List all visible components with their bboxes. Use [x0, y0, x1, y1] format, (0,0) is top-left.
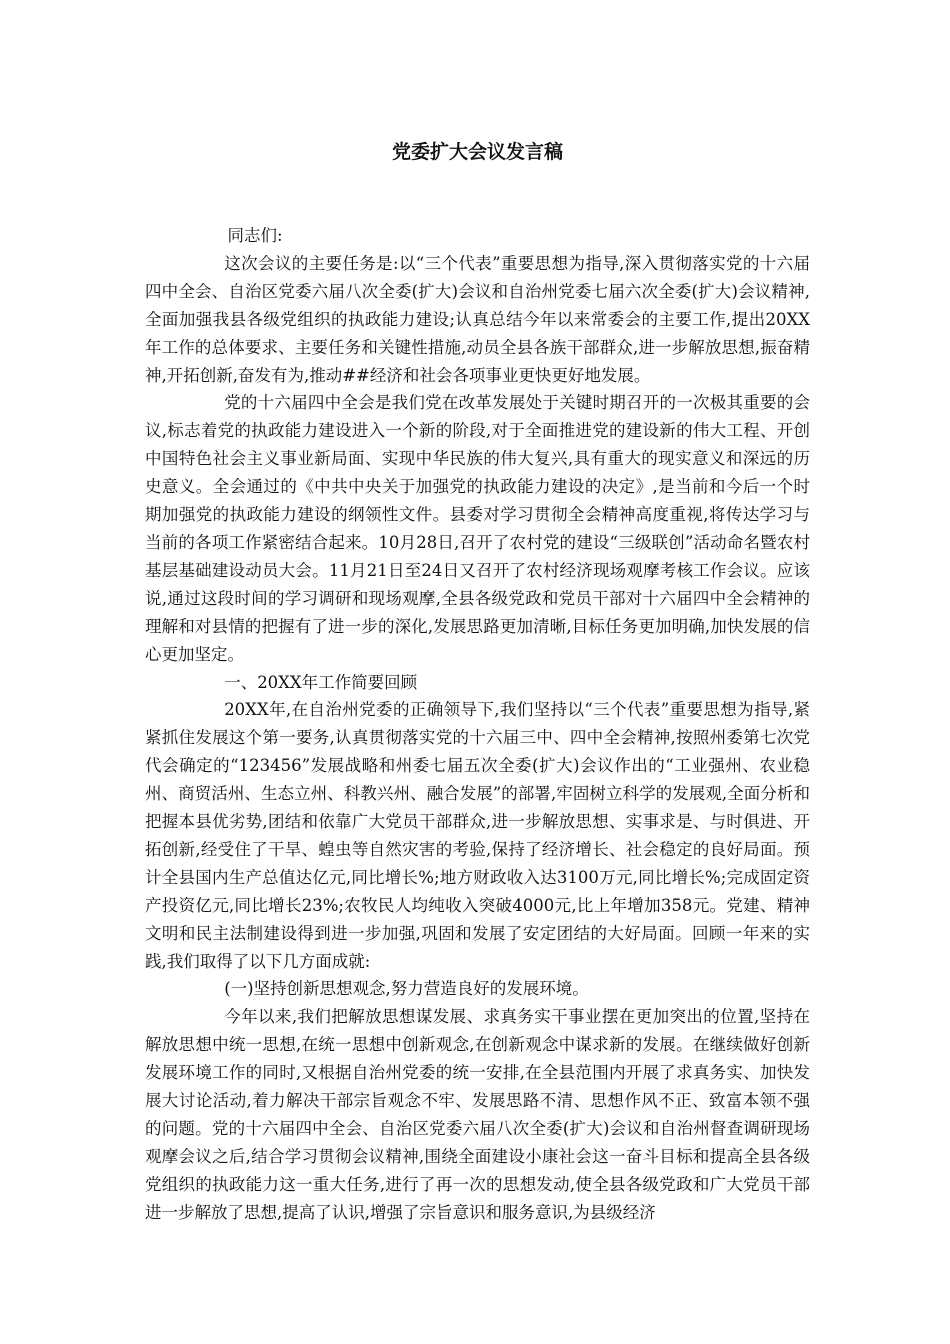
paragraph-plenary-session: 党的十六届四中全会是我们党在改革发展处于关键时期召开的一次极其重要的会议,标志着党的执政能力建设进入一个新的阶段,对于全面推进党的建设新的伟大工程、开创中国特色社会主义事业新局面、实现中华民族的伟大复兴,具有重大的现实意义和深远的历史意义。全会通过的《中共中央关于加强党的执政能力建设的决定》,是当前和今后一个时期加强党的执政能力建设的纲领性文件。县委对学习贯彻全会精神高度重视,将传达学习与当前的各项工作紧密结合起来。10月28日,召开了农村党的建设“三级联创”活动命名暨农村基层基础建设动员大会。11月21日至24日又召开了农村经济现场观摩考核工作会议。应该说,通过这段时间的学习调研和现场观摩,全县各级党政和党员干部对十六届四中全会精神的理解和对县情的把握有了进一步的深化,发展思路更加清晰,目标任务更加明确,加快发展的信心更加坚定。 — [145, 393, 810, 664]
salutation: 同志们: — [227, 226, 283, 245]
section-heading-review: 一、20XX年工作简要回顾 — [224, 672, 418, 692]
document-body — [145, 222, 810, 1227]
paragraph-annual-review: 20XX年,在自治州党委的正确领导下,我们坚持以“三个代表”重要思想为指导,紧紧抓住发展这个第一要务,认真贯彻落实党的十六届三中、四中全会精神,按照州委第七次党代会确定的“123456”发展战略和州委七届五次全委(扩大)会议作出的“工业强州、农业稳州、商贸活州、生态立州、科教兴州、融合发展”的部署,牢固树立科学的发展观,全面分析和把握本县优劣势,团结和依靠广大党员干部群众,进一步解放思想、实事求是、与时俱进、开拓创新,经受住了干旱、蝗虫等自然灾害的考验,保持了经济增长、社会稳定的良好局面。预计全县国内生产总值达亿元,同比增长%;地方财政收入达3100万元,同比增长%;完成固定资产投资亿元,同比增长23%;农牧民人均纯收入突破4000元,比上年增加358元。党建、精神文明和民主法制建设得到进一步加强,巩固和发展了安定团结的大好局面。回顾一年来的实践,我们取得了以下几方面成就: — [145, 700, 810, 971]
subsection-heading-1: (一)坚持创新思想观念,努力营造良好的发展环境。 — [224, 979, 589, 999]
paragraph-innovation: 今年以来,我们把解放思想谋发展、求真务实干事业摆在更加突出的位置,坚持在解放思想中统一思想,在统一思想中创新观念,在创新观念中谋求新的发展。在继续做好创新发展环境工作的同时,又根据自治州党委的统一安排,在全县范围内开展了求真务实、加快发展大讨论活动,着力解决干部宗旨观念不牢、发展思路不清、思想作风不正、致富本领不强的问题。党的十六届四中全会、自治区党委六届八次全委(扩大)会议和自治州督查调研现场观摩会议之后,结合学习贯彻会议精神,围绕全面建设小康社会这一奋斗目标和提高全县各级党组织的执政能力这一重大任务,进行了再一次的思想发动,使全县各级党政和广大党员干部进一步解放了思想,提高了认识,增强了宗旨意识和服务意识,为县级经济 — [145, 1007, 810, 1222]
document-title: 党委扩大会议发言稿 — [391, 141, 563, 163]
paragraph-meeting-tasks: 这次会议的主要任务是:以“三个代表”重要思想为指导,深入贯彻落实党的十六届四中全会、自治区党委六届八次全委(扩大)会议和自治州党委七届六次全委(扩大)会议精神,全面加强我县各级党组织的执政能力建设;认真总结今年以来常委会的主要工作,提出20XX年工作的总体要求、主要任务和关键性措施,动员全县各族干部群众,进一步解放思想,振奋精神,开拓创新,奋发有为,推动##经济和社会各项事业更快更好地发展。 — [145, 253, 810, 385]
